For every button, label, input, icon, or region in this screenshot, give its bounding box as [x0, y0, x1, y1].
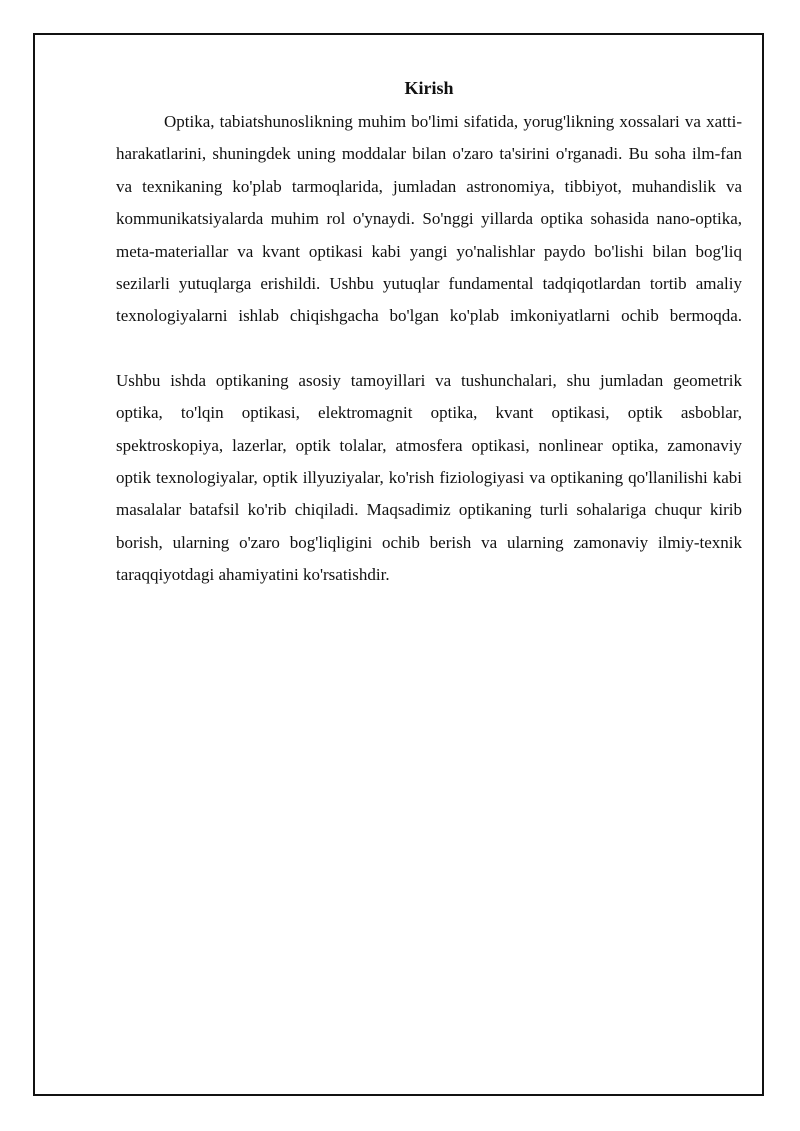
paragraph-intro: Optika, tabiatshunoslikning muhim bo'limi sifatida, yorug'likning xossalari va xatti-harakatlarini, shuningdek uning moddalar bilan o'zaro ta'sirini o'rganadi. Bu soha ilm-fan va texnikaning ko'plab tarmoqlarida, jumladan astronomiya, tibbiyot, muhandislik va kommunikatsiyalarda muhim rol o'ynaydi. So'nggi yillarda optika sohasida nano-optika, meta-materiallar va kvant optikasi kabi yangi yo'nalishlar paydo bo'lishi bilan bog'liq sezilarli yutuqlarga erishildi. Ushbu yutuqlar fundamental tadqiqotlardan tortib amaliy texnologiyalarni ishlab chiqishgacha bo'lgan ko'plab imkoniyatlarni ochib bermoqda.	[116, 112, 742, 326]
paragraph-spacer	[116, 333, 742, 365]
paragraph-scope: Ushbu ishda optikaning asosiy tamoyillari va tushunchalari, shu jumladan geometrik optika, to'lqin optikasi, elektromagnit optika, kvant optikasi, optik asboblar, spektroskopiya, lazerlar, optik tolalar, atmosfera optikasi, nonlinear optika, zamonaviy optik texnologiyalar, optik illyuziyalar, ko'rish fiziologiyasi va optikaning qo'llanilishi kabi masalalar batafsil ko'rib chiqiladi. Maqsadimiz optikaning turli sohalariga chuqur kirib borish, ularning o'zaro bog'liqligini ochib berish va ularning zamonaviy ilmiy-texnik taraqqiyotdagi ahamiyatini ko'rsatishdir.	[116, 370, 742, 585]
document-body	[116, 74, 742, 592]
document-title: Kirish	[404, 78, 454, 98]
